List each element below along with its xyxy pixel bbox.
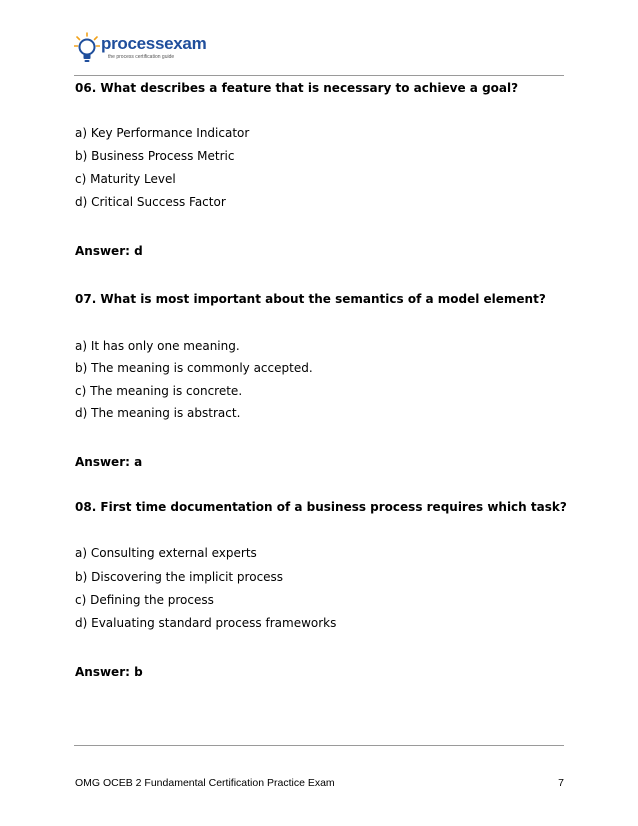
option-c: c) The meaning is concrete. [75, 384, 243, 398]
lightbulb-icon [74, 32, 100, 66]
option-c: c) Defining the process [75, 593, 214, 607]
logo-tagline: the process certification guide [108, 54, 175, 60]
logo [74, 30, 207, 70]
page-number: 7 [558, 777, 564, 789]
option-d: d) Evaluating standard process frameworks [75, 616, 337, 630]
option-d: d) The meaning is abstract. [75, 406, 241, 420]
answer-07: Answer: a [75, 455, 143, 469]
answer-06: Answer: d [75, 244, 143, 258]
option-d: d) Critical Success Factor [75, 195, 226, 209]
answer-08: Answer: b [75, 665, 143, 679]
question-06: 06. What describes a feature that is necessary to achieve a goal? [75, 81, 519, 95]
question-07: 07. What is most important about the semantics of a model element? [75, 292, 546, 306]
question-08: 08. First time documentation of a business process requires which task? [75, 500, 567, 514]
footer-divider [74, 745, 564, 746]
option-a: a) It has only one meaning. [75, 339, 240, 353]
logo-wordmark: processexam [101, 34, 207, 53]
option-b: b) The meaning is commonly accepted. [75, 361, 313, 375]
option-b: b) Business Process Metric [75, 149, 235, 163]
header-divider [74, 75, 564, 76]
option-a: a) Key Performance Indicator [75, 126, 250, 140]
footer-title: OMG OCEB 2 Fundamental Certification Practice Exam [75, 777, 335, 789]
option-c: c) Maturity Level [75, 172, 176, 186]
option-b: b) Discovering the implicit process [75, 570, 284, 584]
option-a: a) Consulting external experts [75, 546, 257, 560]
